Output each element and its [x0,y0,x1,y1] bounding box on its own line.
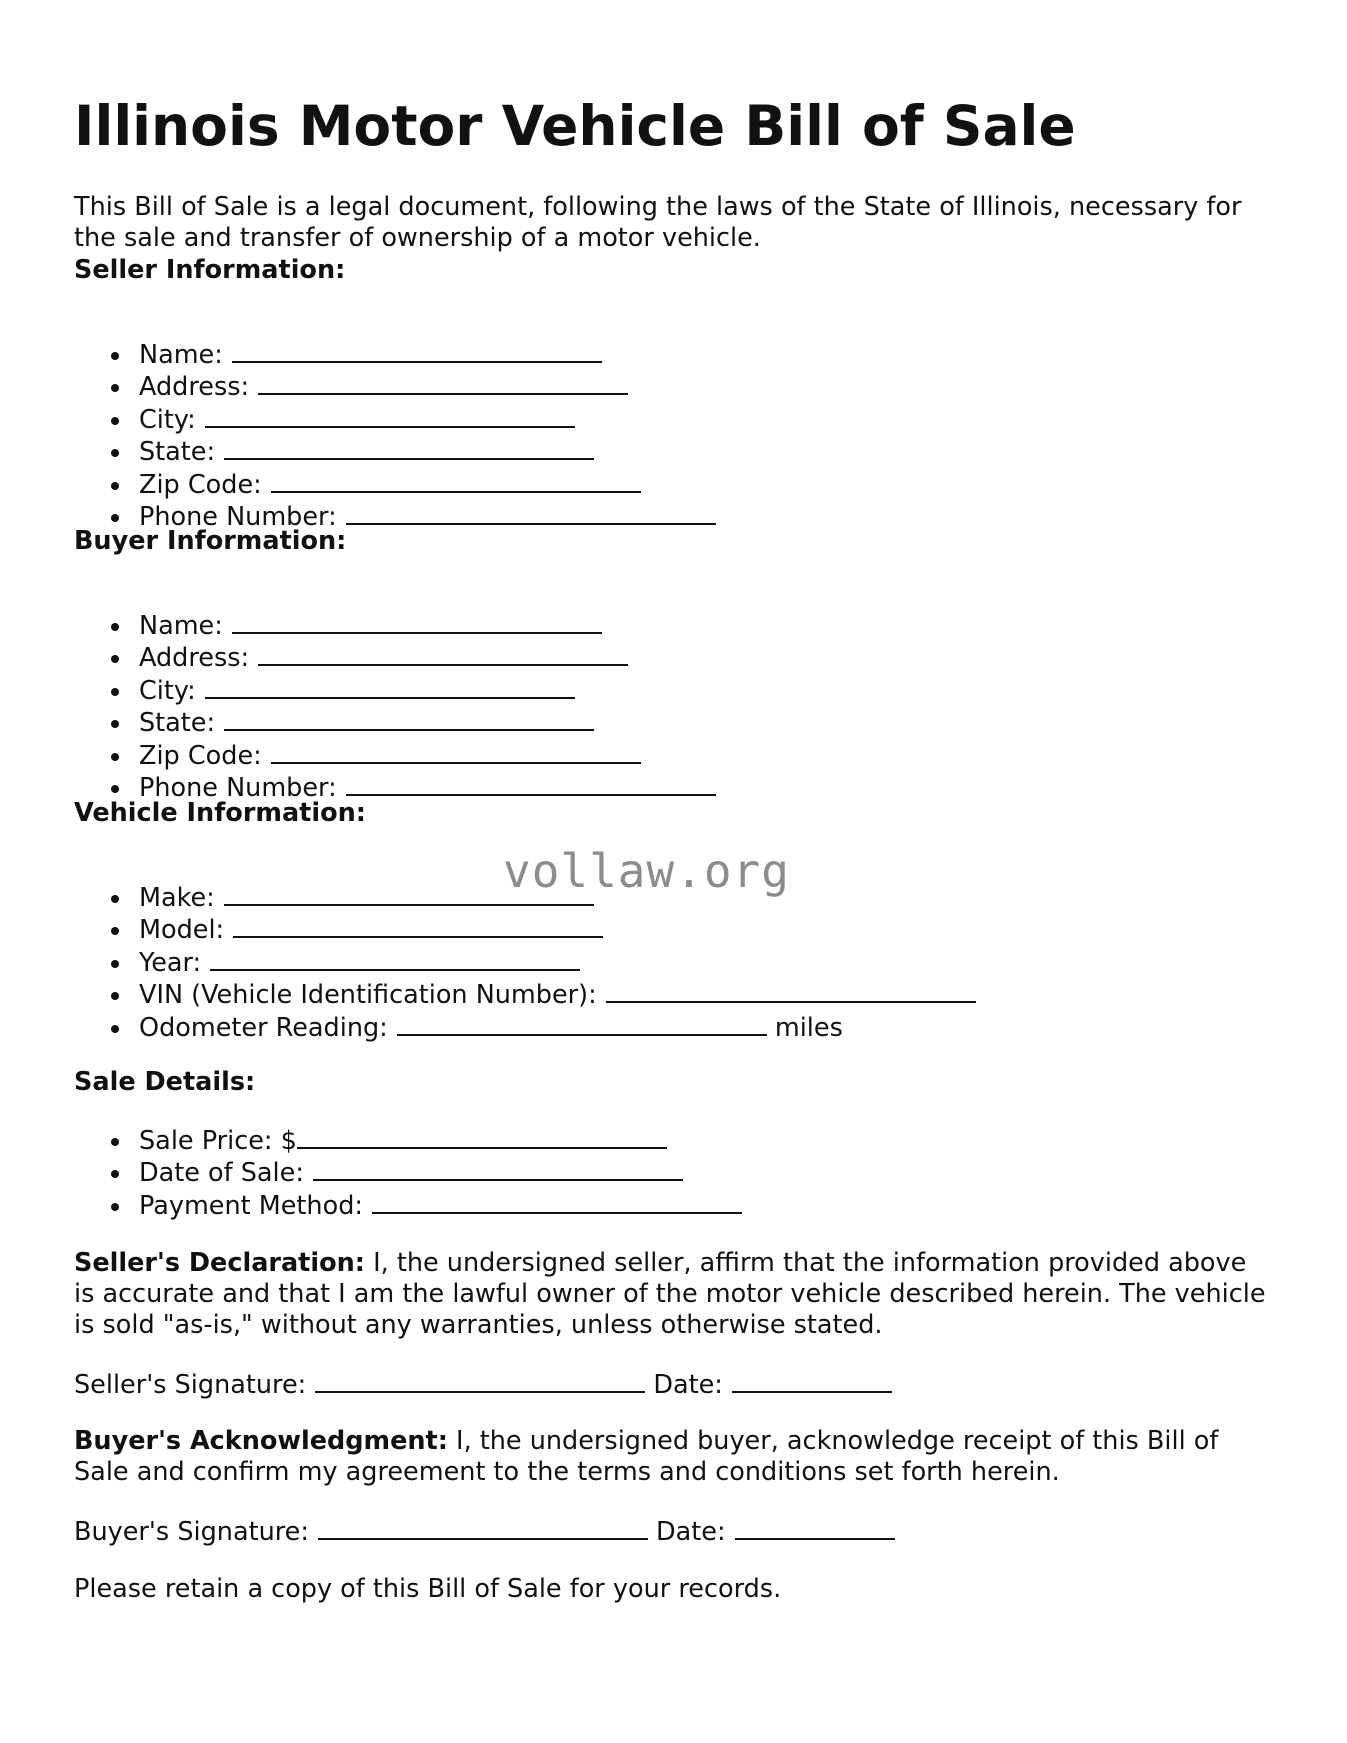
vehicle-odometer-field [74,1012,976,1044]
field-label: Address: [139,372,250,403]
vehicle-odometer-blank[interactable] [397,1012,767,1036]
buyer-signature-label: Buyer's Signature: [74,1517,309,1547]
buyer-state-blank[interactable] [224,707,594,731]
vehicle-model-field [74,914,976,946]
sale-details-heading: Sale Details: [74,1067,256,1097]
sale-fields-list [74,1125,742,1222]
vehicle-vin-field [74,979,976,1011]
field-label: Phone Number: [139,773,337,804]
field-label: Name: [139,611,223,641]
seller-date-blank[interactable] [732,1369,892,1393]
buyer-info-heading: Buyer Information: [74,526,347,556]
buyer-date-label: Date: [656,1517,726,1547]
seller-city-field [74,404,716,436]
field-label: State: [139,437,216,468]
field-label: Make: [139,883,215,913]
seller-info-heading: Seller Information: [74,255,346,285]
buyer-signature-blank[interactable] [318,1516,648,1540]
seller-declaration-label: Seller's Declaration: [74,1248,365,1278]
closing-note: Please retain a copy of this Bill of Sale for your records. [74,1574,782,1604]
buyer-acknowledgment [74,1426,1274,1488]
buyer-address-field [74,642,716,674]
seller-city-blank[interactable] [205,404,575,428]
payment-method-field [74,1190,742,1222]
field-label: Sale Price: $ [139,1126,297,1156]
seller-name-blank[interactable] [232,339,602,363]
buyer-city-blank[interactable] [205,675,575,699]
buyer-signature-line [74,1516,895,1548]
buyer-zip-field [74,740,716,772]
seller-signature-label: Seller's Signature: [74,1370,307,1400]
buyer-acknowledgment-label: Buyer's Acknowledgment: [74,1426,448,1456]
sale-date-field [74,1157,742,1189]
seller-zip-field [74,469,716,501]
seller-declaration-text: I, the undersigned seller, affirm that the information provided above is accurate and that I am the lawful owner of the motor vehicle described herein. The vehicle is sold "as-is," without any warranties, unless otherwise stated. [74,1248,1266,1340]
document-title: Illinois Motor Vehicle Bill of Sale [74,94,1076,158]
seller-address-field [74,371,716,403]
sale-date-blank[interactable] [313,1157,683,1181]
odometer-unit: miles [774,1012,843,1043]
seller-address-blank[interactable] [258,371,628,395]
vehicle-vin-blank[interactable] [606,979,976,1003]
sale-price-field [74,1125,742,1157]
buyer-address-blank[interactable] [258,642,628,666]
field-label: Zip Code: [139,740,262,771]
seller-state-blank[interactable] [224,436,594,460]
field-label: State: [139,708,216,739]
field-label: Year: [139,947,202,978]
field-label: Phone Number: [139,502,337,533]
field-label: Model: [139,915,225,946]
seller-date-label: Date: [653,1370,723,1400]
field-label: Address: [139,643,250,674]
buyer-fields-list [74,610,716,804]
vehicle-model-blank[interactable] [233,914,603,938]
seller-declaration [74,1248,1274,1341]
buyer-phone-blank[interactable] [346,772,716,796]
vehicle-year-blank[interactable] [210,947,580,971]
field-label: Payment Method: [139,1190,363,1221]
watermark: vollaw.org [503,844,790,898]
seller-state-field [74,436,716,468]
buyer-city-field [74,675,716,707]
seller-zip-blank[interactable] [271,469,641,493]
seller-phone-blank[interactable] [346,501,716,525]
field-label: Zip Code: [139,469,262,500]
seller-name-field [74,339,716,371]
field-label: Name: [139,340,223,370]
vehicle-year-field [74,947,976,979]
field-label: Date of Sale: [139,1158,304,1189]
payment-method-blank[interactable] [372,1190,742,1214]
seller-signature-blank[interactable] [315,1369,645,1393]
vehicle-info-heading: Vehicle Information: [74,798,366,828]
vehicle-fields-list [74,882,976,1044]
buyer-acknowledgment-text: I, the undersigned buyer, acknowledge receipt of this Bill of Sale and confirm my agreement to the terms and conditions set forth herein. [74,1426,1219,1487]
buyer-state-field [74,707,716,739]
field-label: VIN (Vehicle Identification Number): [139,980,597,1011]
intro-paragraph: This Bill of Sale is a legal document, following the laws of the State of Illinois, necessary for the sale and transfer of ownership of a motor vehicle. [74,192,1242,253]
field-label: Odometer Reading: [139,1012,388,1043]
buyer-zip-blank[interactable] [271,740,641,764]
sale-price-blank[interactable] [297,1125,667,1149]
seller-signature-line [74,1369,892,1401]
buyer-name-field [74,610,716,642]
seller-fields-list [74,339,716,533]
field-label: City: [139,404,196,435]
buyer-name-blank[interactable] [232,610,602,634]
buyer-date-blank[interactable] [735,1516,895,1540]
field-label: City: [139,675,196,706]
